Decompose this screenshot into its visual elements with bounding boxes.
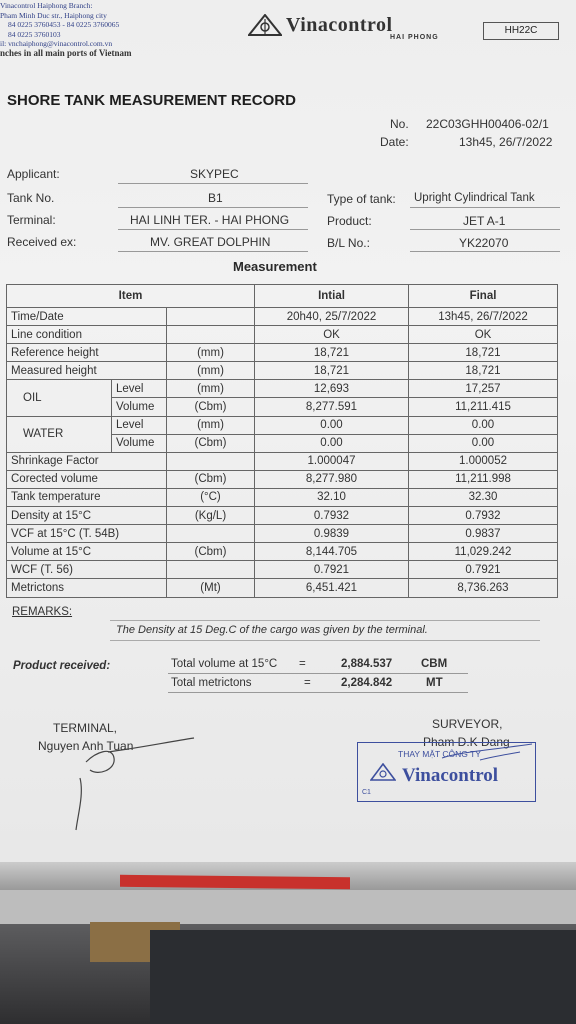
address-line: Vinacontrol Haiphong Branch: (0, 1, 93, 10)
total-volume-unit: CBM (421, 658, 448, 670)
row-sub-label: Volume (112, 434, 167, 452)
row-final-value: 8,736.263 (409, 579, 558, 597)
terminal-sign-label: TERMINAL, (53, 721, 118, 735)
vinacontrol-stamp-icon (370, 763, 396, 781)
address-line: 84 0225 3760103 (8, 29, 61, 39)
table-row (7, 308, 558, 326)
no-label: No. (390, 117, 409, 131)
desk-background (0, 860, 576, 1024)
terminal-label: Terminal: (7, 213, 56, 227)
row-initial-value: 6,451.421 (255, 579, 409, 597)
row-final-value: 18,721 (409, 362, 558, 380)
table-row (7, 579, 558, 597)
row-final-value: 11,211.415 (409, 398, 558, 416)
applicant-value: SKYPEC (190, 167, 239, 181)
product-received-label: Product received: (13, 660, 111, 672)
row-unit (167, 452, 255, 470)
table-row (7, 507, 558, 525)
row-initial-value: 0.00 (255, 416, 409, 434)
row-label: Measured height (7, 362, 167, 380)
vinacontrol-logo-icon (248, 14, 282, 36)
row-label: Reference height (7, 344, 167, 362)
row-label: Corected volume (7, 470, 167, 488)
table-row (7, 470, 558, 488)
product-label: Product: (327, 214, 372, 228)
table-row (7, 326, 558, 344)
address-line: nches in all main ports of Vietnam (0, 47, 132, 58)
row-final-value: 0.7921 (409, 561, 558, 579)
row-initial-value: 20h40, 25/7/2022 (255, 308, 409, 326)
table-row (7, 543, 558, 561)
address-line: Pham Minh Duc str., Haiphong city (0, 10, 107, 20)
row-label: Metrictons (7, 579, 167, 597)
row-initial-value: 0.7921 (255, 561, 409, 579)
stamp-code: C1 (362, 789, 371, 796)
equals-sign: = (304, 677, 311, 689)
row-initial-value: 0.7932 (255, 507, 409, 525)
received-value: MV. GREAT DOLPHIN (150, 235, 271, 249)
row-label: Line condition (7, 326, 167, 344)
row-sub-label: Level (112, 416, 167, 434)
row-final-value: 11,029.242 (409, 543, 558, 561)
terminal-signature (68, 734, 200, 834)
terminal-value: HAI LINH TER. - HAI PHONG (130, 213, 290, 227)
row-initial-value: 0.00 (255, 434, 409, 452)
row-unit: (Cbm) (167, 434, 255, 452)
row-unit: (Cbm) (167, 398, 255, 416)
product-value: JET A-1 (463, 214, 506, 228)
branch-address (0, 1, 132, 59)
lower-page-edge (0, 890, 576, 924)
applicant-label: Applicant: (7, 167, 60, 181)
total-volume-label: Total volume at 15°C (171, 658, 278, 670)
bl-value: YK22070 (459, 236, 509, 250)
row-label: Shrinkage Factor (7, 452, 167, 470)
red-strip (120, 875, 350, 889)
row-final-value: 17,257 (409, 380, 558, 398)
row-initial-value: 18,721 (255, 344, 409, 362)
form-code: HH22C (483, 22, 559, 40)
col-item: Item (7, 285, 255, 308)
total-mt-label: Total metrictons (171, 677, 252, 689)
tank-label: Tank No. (7, 191, 55, 205)
remarks-text: The Density at 15 Deg.C of the cargo was given by the terminal. (116, 624, 428, 636)
measurement-table (6, 284, 558, 598)
row-initial-value: 8,277.591 (255, 398, 409, 416)
row-initial-value: 8,144.705 (255, 543, 409, 561)
row-sub-label: Volume (112, 398, 167, 416)
row-unit: (mm) (167, 380, 255, 398)
stamp-line: THAY MẶT CÔNG TY (398, 749, 481, 759)
brand-name: Vinacontrol (286, 14, 393, 36)
date-value: 13h45, 26/7/2022 (459, 135, 553, 149)
row-label: VCF at 15°C (T. 54B) (7, 525, 167, 543)
table-header-row (7, 285, 558, 308)
row-unit: (Mt) (167, 579, 255, 597)
total-volume-value: 2,884.537 (341, 658, 393, 670)
row-unit (167, 326, 255, 344)
row-unit: (mm) (167, 362, 255, 380)
table-row (7, 452, 558, 470)
row-unit: (mm) (167, 344, 255, 362)
no-value: 22C03GHH00406-02/1 (426, 117, 549, 131)
row-unit: (°C) (167, 488, 255, 506)
row-initial-value: 18,721 (255, 362, 409, 380)
address-line: il: vnchaiphong@vinacontrol.com.vn (0, 39, 113, 49)
row-initial-value: 1.000047 (255, 452, 409, 470)
row-initial-value: 0.9839 (255, 525, 409, 543)
col-initial: Intial (255, 285, 409, 308)
surveyor-signature (440, 738, 540, 768)
row-initial-value: 8,277.980 (255, 470, 409, 488)
row-group-label: WATER (7, 416, 112, 452)
type-value: Upright Cylindrical Tank (414, 192, 535, 204)
terminal-sign-name: Nguyen Anh Tuan (38, 739, 134, 753)
row-final-value: OK (409, 326, 558, 344)
row-initial-value: 12,693 (255, 380, 409, 398)
bl-label: B/L No.: (327, 236, 370, 250)
row-initial-value: OK (255, 326, 409, 344)
row-unit: (Cbm) (167, 543, 255, 561)
total-mt-unit: MT (426, 677, 443, 689)
tank-value: B1 (208, 191, 223, 205)
dark-cloth (150, 930, 576, 1024)
row-final-value: 1.000052 (409, 452, 558, 470)
row-final-value: 11,211.998 (409, 470, 558, 488)
row-label: Density at 15°C (7, 507, 167, 525)
row-sub-label: Level (112, 380, 167, 398)
type-label: Type of tank: (327, 192, 396, 206)
table-row (7, 525, 558, 543)
row-label: Time/Date (7, 308, 167, 326)
col-final: Final (409, 285, 558, 308)
table-row (7, 362, 558, 380)
surveyor-sign-name: Pham D.K Dang (423, 735, 510, 749)
row-final-value: 0.00 (409, 416, 558, 434)
remarks-label: REMARKS: (12, 606, 73, 618)
row-unit (167, 525, 255, 543)
equals-sign: = (299, 658, 306, 670)
date-label: Date: (380, 135, 409, 149)
row-unit (167, 308, 255, 326)
table-row (7, 561, 558, 579)
received-label: Received ex: (7, 235, 77, 249)
table-row (7, 344, 558, 362)
row-final-value: 0.7932 (409, 507, 558, 525)
row-label: Volume at 15°C (7, 543, 167, 561)
row-final-value: 18,721 (409, 344, 558, 362)
table-row (7, 380, 558, 398)
row-unit: (mm) (167, 416, 255, 434)
row-final-value: 0.9837 (409, 525, 558, 543)
brand-subtitle: HAI PHONG (390, 34, 439, 41)
row-group-label: OIL (7, 380, 112, 416)
table-row (7, 416, 558, 434)
row-label: WCF (T. 56) (7, 561, 167, 579)
row-final-value: 13h45, 26/7/2022 (409, 308, 558, 326)
row-final-value: 0.00 (409, 434, 558, 452)
row-unit: (Cbm) (167, 470, 255, 488)
row-unit: (Kg/L) (167, 507, 255, 525)
total-mt-value: 2,284.842 (341, 677, 393, 689)
table-row (7, 488, 558, 506)
row-initial-value: 32.10 (255, 488, 409, 506)
stamp-brand: Vinacontrol (402, 765, 499, 786)
row-label: Tank temperature (7, 488, 167, 506)
surveyor-sign-label: SURVEYOR, (432, 717, 503, 731)
address-line: 84 0225 3760453 - 84 0225 3760065 (8, 20, 120, 30)
row-final-value: 32.30 (409, 488, 558, 506)
page-title: SHORE TANK MEASUREMENT RECORD (7, 92, 296, 109)
row-unit (167, 561, 255, 579)
measurement-heading: Measurement (233, 259, 317, 274)
